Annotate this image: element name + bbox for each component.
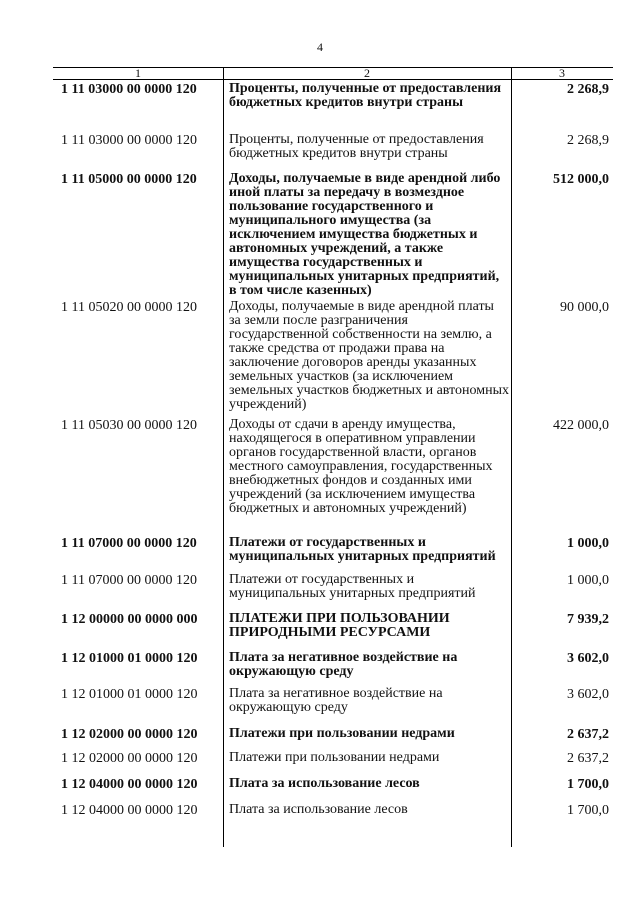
row-code: 1 12 02000 00 0000 120 <box>61 751 198 766</box>
header-col-2: 2 <box>364 66 370 80</box>
row-amount: 2 268,9 <box>567 133 609 148</box>
row-amount: 3 602,0 <box>567 651 609 666</box>
row-name: Плата за использование лесов <box>229 776 420 791</box>
row-name: Проценты, полученные от предоставления бюджетных кредитов внутри страны <box>229 132 484 161</box>
row-code: 1 11 03000 00 0000 120 <box>61 82 197 97</box>
row-name: Платежи от государственных и муниципальных унитарных предприятий <box>229 572 476 601</box>
row-name: Платежи при пользовании недрами <box>229 750 440 765</box>
page-number: 4 <box>317 40 323 54</box>
row-name: Плата за использование лесов <box>229 802 408 817</box>
row-amount: 2 637,2 <box>567 727 609 742</box>
row-code: 1 11 07000 00 0000 120 <box>61 536 197 551</box>
row-code: 1 12 00000 00 0000 000 <box>61 612 198 627</box>
row-name: Плата за негативное воздействие на окружающую среду <box>229 686 443 715</box>
row-name: Проценты, полученные от предоставления бюджетных кредитов внутри страны <box>229 81 502 110</box>
row-name: Доходы, получаемые в виде арендной либо иной платы за передачу в возмездное пользование государственного и муниципального имущества (за исключением имущества бюджетных и автономных учреждений, а также имущества государственных и муниципальных унитарных предприятий, в том числе казенных) <box>229 171 501 298</box>
column-divider-2 <box>511 67 512 847</box>
row-name: Доходы от сдачи в аренду имущества, находящегося в оперативном управлении органов государственной власти, органов местного самоуправления, государственных внебюджетных фондов и созданных ими учреждений (за исключением имущества бюджетных и автономных учреждений) <box>229 417 493 516</box>
row-code: 1 11 07000 00 0000 120 <box>61 573 197 588</box>
row-amount: 1 000,0 <box>567 573 609 588</box>
column-divider-1 <box>223 67 224 847</box>
row-amount: 1 000,0 <box>567 536 609 551</box>
revenue-table <box>53 67 613 847</box>
header-col-1: 1 <box>135 66 141 80</box>
row-amount: 1 700,0 <box>567 803 609 818</box>
row-amount: 90 000,0 <box>560 300 609 315</box>
row-code: 1 11 05020 00 0000 120 <box>61 300 197 315</box>
row-code: 1 12 01000 01 0000 120 <box>61 651 198 666</box>
header-col-3: 3 <box>559 66 565 80</box>
row-amount: 1 700,0 <box>567 777 609 792</box>
row-amount: 7 939,2 <box>567 612 609 627</box>
row-name: Платежи при пользовании недрами <box>229 726 455 741</box>
row-amount: 512 000,0 <box>553 172 609 187</box>
row-code: 1 11 05030 00 0000 120 <box>61 418 197 433</box>
row-name: Плата за негативное воздействие на окружающую среду <box>229 650 458 679</box>
row-amount: 2 637,2 <box>567 751 609 766</box>
row-code: 1 12 04000 00 0000 120 <box>61 777 198 792</box>
row-code: 1 12 04000 00 0000 120 <box>61 803 198 818</box>
row-code: 1 11 05000 00 0000 120 <box>61 172 197 187</box>
row-name: Доходы, получаемые в виде арендной платы за земли после разграничения государственной собственности на землю, а также средства от продажи права на заключение договоров аренды указанных земельных участков (за исключением земельных участков бюджетных и автономных учреждений) <box>229 299 509 412</box>
row-amount: 422 000,0 <box>553 418 609 433</box>
row-name: ПЛАТЕЖИ ПРИ ПОЛЬЗОВАНИИ ПРИРОДНЫМИ РЕСУРСАМИ <box>229 611 450 640</box>
row-code: 1 12 02000 00 0000 120 <box>61 727 198 742</box>
row-code: 1 12 01000 01 0000 120 <box>61 687 198 702</box>
row-name: Платежи от государственных и муниципальных унитарных предприятий <box>229 535 496 564</box>
row-amount: 2 268,9 <box>567 82 609 97</box>
row-code: 1 11 03000 00 0000 120 <box>61 133 197 148</box>
row-amount: 3 602,0 <box>567 687 609 702</box>
